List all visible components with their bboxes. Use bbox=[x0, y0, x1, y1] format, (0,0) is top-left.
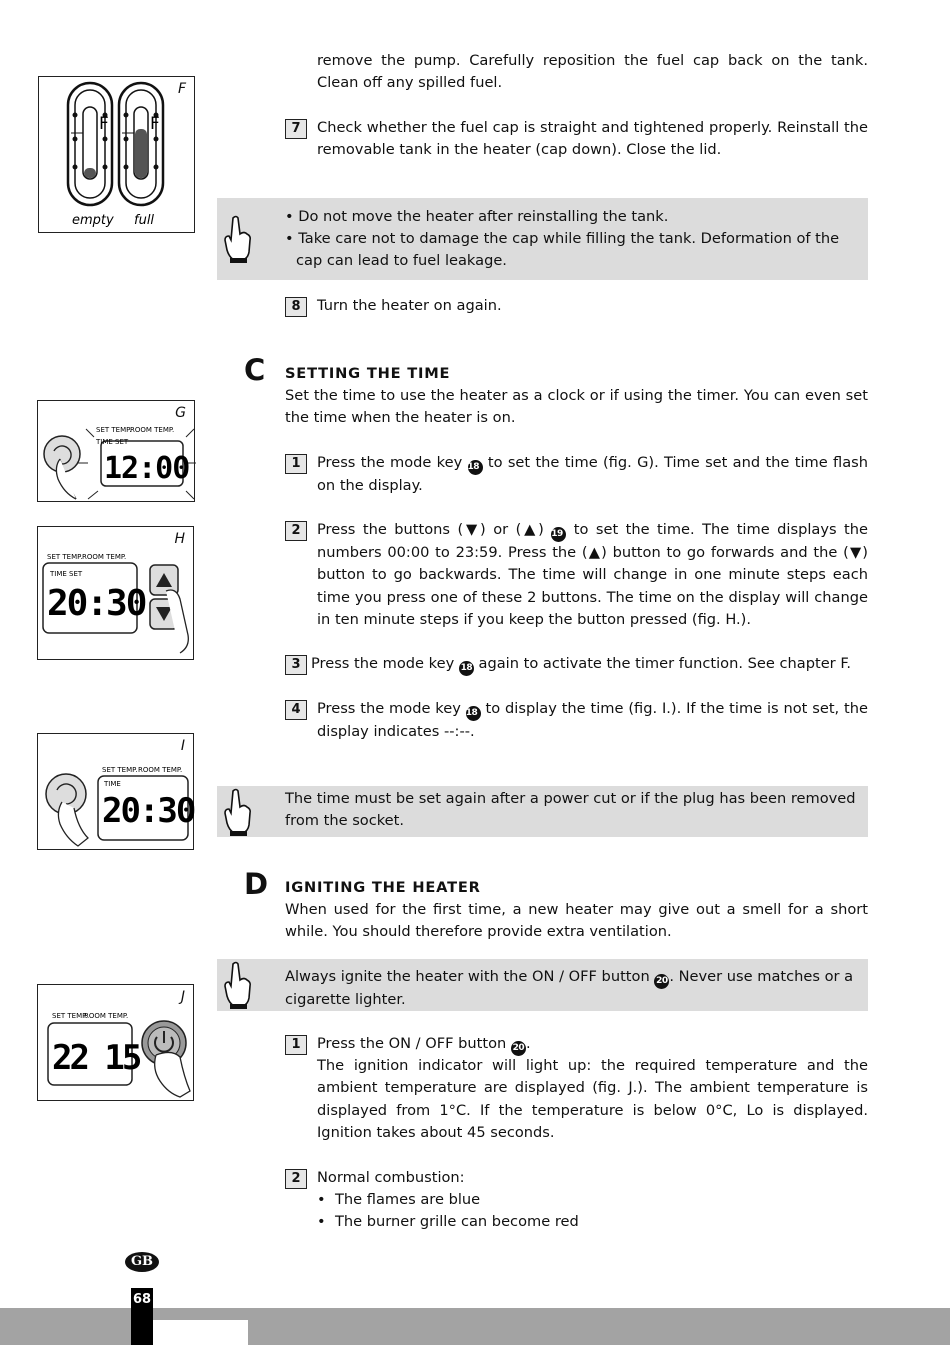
ref-19-icon: 19 bbox=[551, 527, 566, 542]
time-set-label: TIME SET bbox=[96, 438, 129, 446]
room-temp-label: ROOM TEMP. bbox=[130, 426, 175, 434]
step-d1-number: 1 bbox=[285, 1035, 307, 1055]
note-c-text: The time must be set again after a power cut or if the plug has been removed from the socket. bbox=[285, 790, 856, 830]
ref-20-icon: 20 bbox=[654, 974, 669, 989]
ref-20-icon: 20 bbox=[511, 1041, 526, 1056]
full-label: full bbox=[134, 213, 155, 228]
note-1-line-2: • Take care not to damage the cap while filling the tank. Deformation of the cap can lead to fuel leakage. bbox=[285, 230, 840, 270]
section-c-title: SETTING THE TIME bbox=[285, 365, 451, 382]
step-d1-text-2: The ignition indicator will light up: the required temperature and the ambient temperature are displayed (fig. J.). The ambient temperature is displayed from 1°C. If the temperature is below 0°C, Lo is displayed. Ignition takes about 45 seconds. bbox=[317, 1057, 868, 1142]
ref-18-icon: 18 bbox=[468, 460, 483, 475]
step-number-7: 7 bbox=[285, 119, 307, 139]
step-d2-number: 2 bbox=[285, 1169, 307, 1189]
empty-label: empty bbox=[72, 213, 114, 228]
section-c-intro: Set the time to use the heater as a clock or if using the timer. You can even set the time when the heater is on. bbox=[285, 387, 868, 427]
figure-f bbox=[38, 76, 195, 233]
language-badge: GB bbox=[125, 1252, 159, 1272]
temp-display: 22 15 bbox=[52, 1038, 140, 1078]
step-c4-text: Press the mode key 18 to display the time (fig. I.). If the time is not set, the display indicates --:--. bbox=[317, 700, 868, 740]
section-c-letter: C bbox=[244, 353, 266, 387]
ref-18-icon: 18 bbox=[466, 706, 481, 721]
step-c3-text: Press the mode key 18 again to activate the timer function. See chapter F. bbox=[311, 653, 868, 676]
step-c2-text: Press the buttons (▼) or (▲) 19 to set the time. The time displays the numbers 00:00 to 23:59. Press the (▲) button to go forwards and the (▼) button to go backwards. The time will change in one minute steps each time you press one of these 2 buttons. The time on the display will change in ten minute steps if you keep the button pressed (fig. H.). bbox=[317, 521, 868, 629]
ignition-illustration bbox=[38, 985, 195, 1102]
room-temp-label: ROOM TEMP. bbox=[138, 766, 183, 774]
combustion-bullets bbox=[317, 1189, 579, 1234]
pointing-hand-icon bbox=[223, 214, 253, 264]
pointing-hand-icon bbox=[223, 960, 253, 1010]
step-c1-text: Press the mode key 18 to set the time (fig. G). Time set and the time flash on the display. bbox=[317, 454, 868, 494]
figure-j-label: J bbox=[180, 989, 185, 1005]
step-7-text: Check whether the fuel cap is straight and tightened properly. Reinstall the removable tank in the heater (cap down). Close the lid. bbox=[317, 119, 868, 159]
figure-h bbox=[37, 526, 194, 660]
figure-g bbox=[37, 400, 195, 502]
step-8-text: Turn the heater on again. bbox=[317, 297, 502, 314]
figure-i-label: I bbox=[180, 738, 185, 754]
bullet-item: • The burner grille can become red bbox=[317, 1211, 579, 1233]
room-temp-label: ROOM TEMP. bbox=[84, 1012, 129, 1020]
fuel-gauge-illustration bbox=[39, 77, 196, 234]
time-set-label: TIME SET bbox=[50, 570, 83, 578]
step-d1-text: Press the ON / OFF button 20 . bbox=[317, 1033, 868, 1056]
time-adjust-illustration bbox=[38, 527, 195, 661]
figure-j bbox=[37, 984, 194, 1101]
set-temp-label: SET TEMP. bbox=[47, 553, 83, 561]
note-d-text: Always ignite the heater with the ON / OFF button 20 . Never use matches or a cigarette lighter. bbox=[285, 968, 854, 1008]
step-c1-number: 1 bbox=[285, 454, 307, 474]
footer-gap bbox=[153, 1320, 248, 1345]
set-temp-label: SET TEMP. bbox=[96, 426, 132, 434]
gauge-letter-right: F bbox=[150, 114, 160, 134]
time-display-illustration bbox=[38, 734, 195, 851]
figure-g-label: G bbox=[175, 405, 186, 421]
note-box-tank bbox=[217, 198, 868, 280]
figure-h-label: H bbox=[174, 531, 185, 547]
gauge-letter-left: F bbox=[99, 114, 109, 134]
time-label: TIME bbox=[104, 780, 121, 788]
time-display: 12:00 bbox=[104, 451, 190, 486]
step-c4-number: 4 bbox=[285, 700, 307, 720]
time-display: 20:30 bbox=[47, 583, 146, 624]
room-temp-label: ROOM TEMP. bbox=[82, 553, 127, 561]
time-set-illustration bbox=[38, 401, 196, 503]
step-d2-text: Normal combustion: bbox=[317, 1169, 465, 1186]
note-1-line-1: • Do not move the heater after reinstalling the tank. bbox=[285, 208, 669, 225]
bullet-item: • The flames are blue bbox=[317, 1189, 579, 1211]
section-d-title: IGNITING THE HEATER bbox=[285, 879, 481, 896]
figure-i bbox=[37, 733, 194, 850]
step-number-8: 8 bbox=[285, 297, 307, 317]
page-number: 68 bbox=[132, 1292, 152, 1307]
note-box-ignite bbox=[217, 959, 868, 1011]
time-display: 20:30 bbox=[102, 791, 195, 831]
step-c3-number: 3 bbox=[285, 655, 307, 675]
note-box-power-cut bbox=[217, 786, 868, 837]
section-d-letter: D bbox=[244, 867, 269, 901]
ref-18-icon: 18 bbox=[459, 661, 474, 676]
set-temp-label: SET TEMP. bbox=[102, 766, 138, 774]
step-c2-number: 2 bbox=[285, 521, 307, 541]
pointing-hand-icon bbox=[223, 787, 253, 837]
set-temp-label: SET TEMP. bbox=[52, 1012, 88, 1020]
section-d-intro: When used for the first time, a new heater may give out a smell for a short while. You should therefore provide extra ventilation. bbox=[285, 901, 868, 941]
continued-text: remove the pump. Carefully reposition the fuel cap back on the tank. Clean off any spilled fuel. bbox=[317, 52, 868, 92]
figure-f-label: F bbox=[177, 81, 186, 97]
